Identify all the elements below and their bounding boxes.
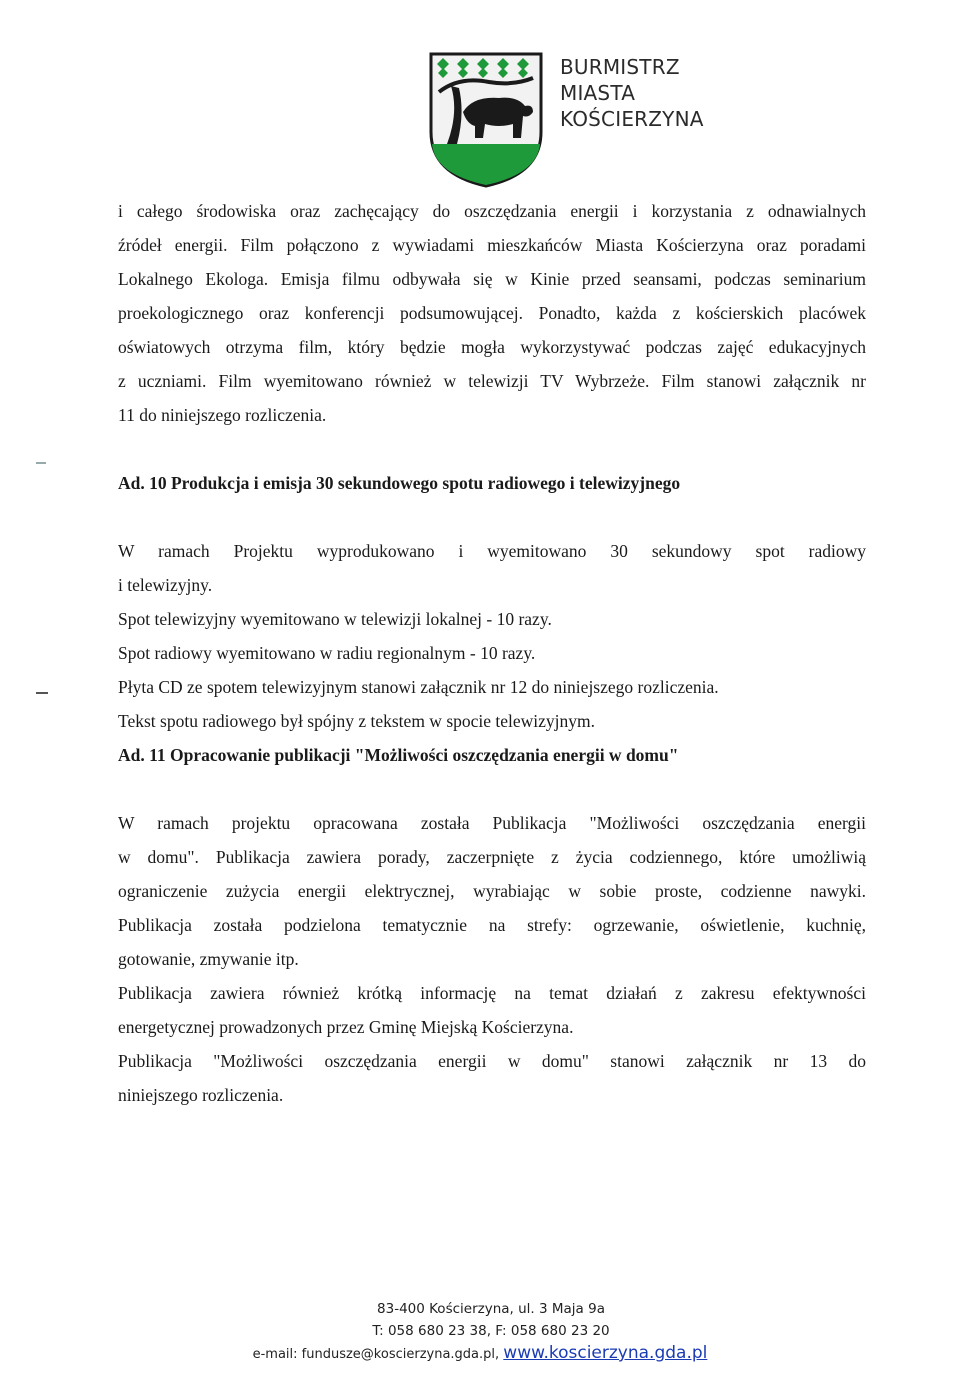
text-line: i telewizyjny.: [118, 575, 213, 595]
text-line: ograniczenie zużycia energii elektrycznej, wyrabiając w sobie proste, codzienne nawyki.: [118, 881, 866, 901]
text-line: Lokalnego Ekologa. Emisja filmu odbywała się w Kinie przed seansami, podczas seminarium: [118, 269, 866, 289]
org-line-2: MIASTA: [560, 81, 636, 105]
text-line: 11 do niniejszego rozliczenia.: [118, 405, 327, 425]
footer-contact: [0, 1342, 960, 1366]
text-line: Spot radiowy wyemitowano w radiu regionalnym - 10 razy.: [118, 643, 536, 663]
footer: [0, 1298, 960, 1366]
margin-mark: [36, 462, 46, 464]
website-link[interactable]: www.koscierzyna.gda.pl: [503, 1343, 708, 1363]
letterhead: [429, 52, 729, 192]
footer-email: e-mail: fundusze@koscierzyna.gda.pl,: [252, 1347, 500, 1362]
text-line: z uczniami. Film wyemitowano również w telewizji TV Wybrzeże. Film stanowi załącznik nr: [118, 371, 866, 391]
organization-name: [560, 54, 704, 132]
text-line: Publikacja "Możliwości oszczędzania energii w domu" stanowi załącznik nr 13 do: [118, 1051, 866, 1071]
text-line: Spot telewizyjny wyemitowano w telewizji lokalnej - 10 razy.: [118, 609, 552, 629]
paragraph-spot: [118, 534, 866, 738]
paragraph-publication: [118, 806, 866, 1112]
text-line: Tekst spotu radiowego był spójny z tekstem w spocie telewizyjnym.: [118, 711, 596, 731]
text-line: i całego środowiska oraz zachęcający do oszczędzania energii i korzystania z odnawialnych: [118, 201, 866, 221]
footer-address: 83-400 Kościerzyna, ul. 3 Maja 9a: [377, 1301, 605, 1317]
text-line: W ramach projektu opracowana została Publikacja "Możliwości oszczędzania energii: [118, 813, 866, 833]
footer-phone: T: 058 680 23 38, F: 058 680 23 20: [372, 1323, 610, 1339]
org-line-1: BURMISTRZ: [560, 55, 680, 79]
text-line: Publikacja została podzielona tematycznie na strefy: ogrzewanie, oświetlenie, kuchnię,: [118, 915, 866, 935]
section-heading-10: Ad. 10 Produkcja i emisja 30 sekundowego spotu radiowego i telewizyjnego: [118, 473, 681, 493]
text-line: Płyta CD ze spotem telewizyjnym stanowi załącznik nr 12 do niniejszego rozliczenia.: [118, 677, 719, 697]
margin-mark: [36, 692, 48, 694]
text-line: proekologicznego oraz konferencji podsumowującej. Ponadto, każda z kościerskich placówek: [118, 303, 866, 323]
text-line: w domu". Publikacja zawiera porady, zaczerpnięte z życia codziennego, które umożliwią: [118, 847, 866, 867]
text-line: źródeł energii. Film połączono z wywiadami mieszkańców Miasta Kościerzyna oraz poradami: [118, 235, 866, 255]
text-line: W ramach Projektu wyprodukowano i wyemitowano 30 sekundowy spot radiowy: [118, 541, 866, 561]
text-line: energetycznej prowadzonych przez Gminę Miejską Kościerzyna.: [118, 1017, 574, 1037]
section-heading-11: Ad. 11 Opracowanie publikacji "Możliwości oszczędzania energii w domu": [118, 745, 679, 765]
document-body: [118, 194, 866, 1112]
text-line: gotowanie, zmywanie itp.: [118, 949, 299, 969]
text-line: Publikacja zawiera również krótką informację na temat działań z zakresu efektywności: [118, 983, 866, 1003]
text-line: oświatowych otrzyma film, który będzie mogła wykorzystywać podczas zajęć edukacyjnych: [118, 337, 866, 357]
org-line-3: KOŚCIERZYNA: [560, 107, 704, 131]
coat-of-arms-logo: [429, 52, 543, 188]
paragraph-film: [118, 194, 866, 432]
text-line: niniejszego rozliczenia.: [118, 1085, 284, 1105]
